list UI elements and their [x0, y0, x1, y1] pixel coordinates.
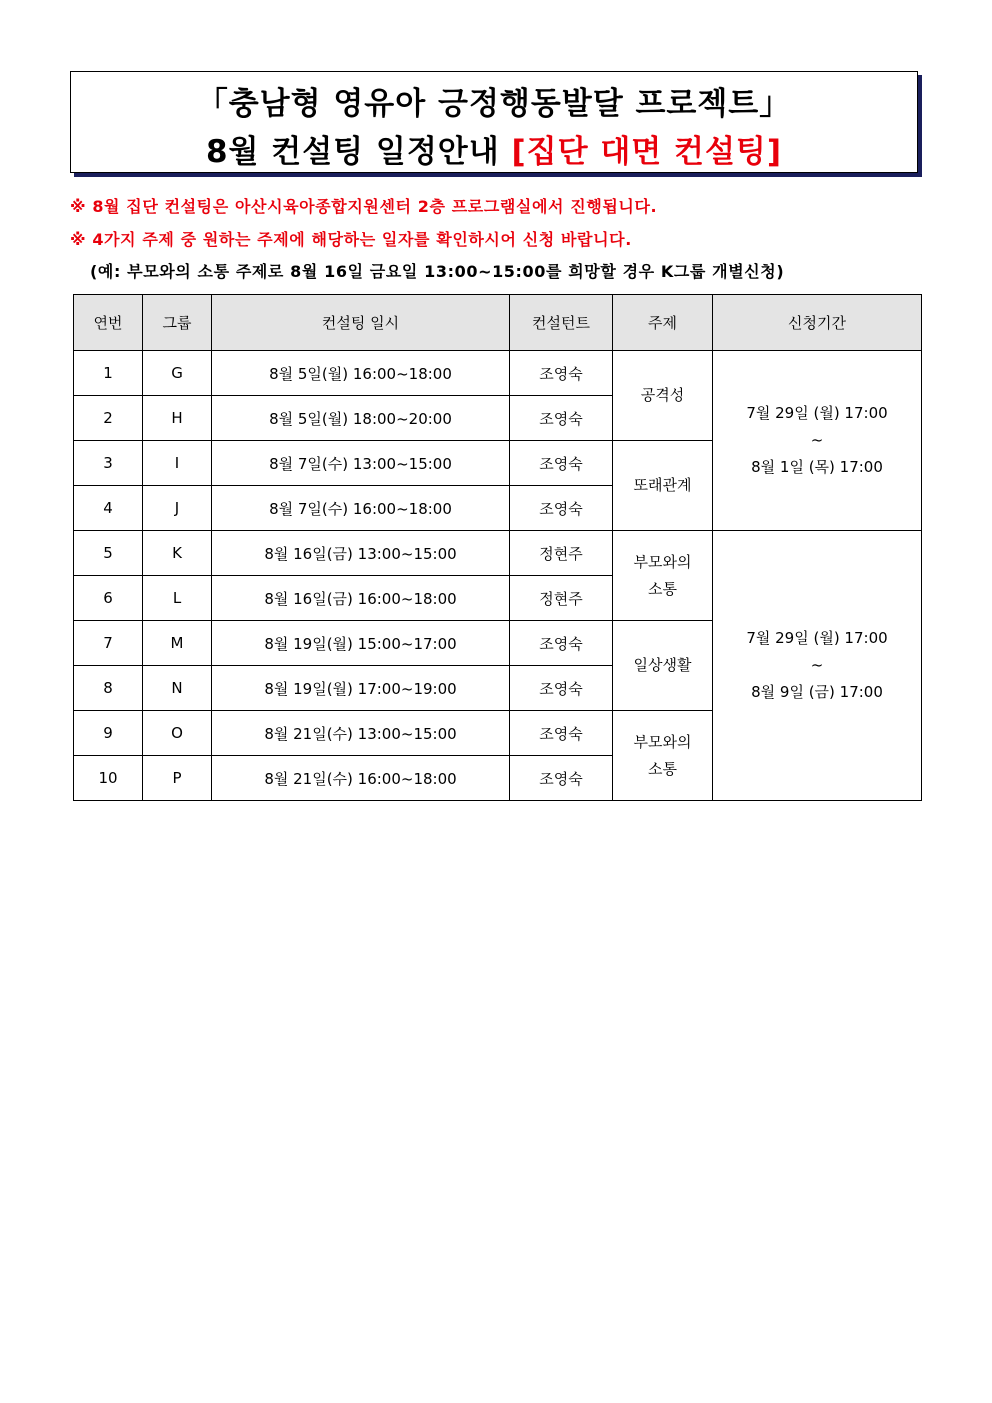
period-sep: ~ — [810, 656, 824, 674]
cell-group: O — [143, 711, 212, 756]
notice-location: ※ 8월 집단 컨설팅은 아산시육아종합지원센터 2층 프로그램실에서 진행됩니다. — [70, 197, 658, 216]
cell-no: 9 — [74, 711, 143, 756]
cell-no: 7 — [74, 621, 143, 666]
period-end: 8월 9일 (금) 17:00 — [751, 683, 883, 701]
cell-datetime: 8월 19일(월) 15:00~17:00 — [212, 621, 510, 666]
cell-datetime: 8월 21일(수) 16:00~18:00 — [212, 756, 510, 801]
cell-consultant: 정현주 — [510, 576, 613, 621]
topic-line: 부모와의 — [633, 732, 692, 751]
header-topic: 주제 — [613, 295, 713, 351]
cell-topic — [613, 531, 713, 621]
page-subtitle — [71, 126, 917, 171]
cell-topic — [613, 711, 713, 801]
header-period: 신청기간 — [713, 295, 922, 351]
period-sep: ~ — [810, 431, 824, 449]
cell-no: 6 — [74, 576, 143, 621]
cell-period — [713, 351, 922, 531]
notice-example: (예: 부모와의 소통 주제로 8월 16일 금요일 13:00~15:00를 희망할 경우 K그룹 개별신청) — [90, 262, 785, 281]
header-consultant: 컨설턴트 — [510, 295, 613, 351]
cell-group: M — [143, 621, 212, 666]
cell-no: 1 — [74, 351, 143, 396]
title-box — [70, 71, 918, 173]
cell-no: 4 — [74, 486, 143, 531]
table-row — [74, 531, 922, 576]
topic-line: 공격성 — [640, 386, 685, 404]
cell-consultant: 조영숙 — [510, 666, 613, 711]
subtitle-main: 8월 컨설팅 일정안내 — [205, 134, 512, 170]
header-no: 연번 — [74, 295, 143, 351]
period-end: 8월 1일 (목) 17:00 — [751, 458, 883, 476]
cell-consultant: 조영숙 — [510, 756, 613, 801]
cell-datetime: 8월 7일(수) 16:00~18:00 — [212, 486, 510, 531]
cell-consultant: 조영숙 — [510, 396, 613, 441]
cell-group: I — [143, 441, 212, 486]
cell-group: K — [143, 531, 212, 576]
cell-topic — [613, 621, 713, 711]
topic-line: 소통 — [648, 759, 677, 778]
topic-line: 또래관계 — [633, 476, 692, 494]
cell-no: 5 — [74, 531, 143, 576]
cell-group: N — [143, 666, 212, 711]
cell-consultant: 조영숙 — [510, 711, 613, 756]
table-header-row — [74, 295, 922, 351]
notice-topics: ※ 4가지 주제 중 원하는 주제에 해당하는 일자를 확인하시어 신청 바랍니다. — [70, 230, 632, 249]
topic-line: 부모와의 — [633, 552, 692, 571]
cell-consultant: 정현주 — [510, 531, 613, 576]
topic-line: 일상생활 — [633, 656, 692, 674]
cell-topic — [613, 441, 713, 531]
cell-group: H — [143, 396, 212, 441]
cell-group: G — [143, 351, 212, 396]
cell-datetime: 8월 7일(수) 13:00~15:00 — [212, 441, 510, 486]
cell-group: J — [143, 486, 212, 531]
cell-group: P — [143, 756, 212, 801]
cell-datetime: 8월 5일(월) 16:00~18:00 — [212, 351, 510, 396]
topic-line: 소통 — [648, 579, 677, 598]
cell-consultant: 조영숙 — [510, 621, 613, 666]
cell-consultant: 조영숙 — [510, 441, 613, 486]
period-start: 7월 29일 (월) 17:00 — [746, 629, 888, 647]
cell-consultant: 조영숙 — [510, 486, 613, 531]
cell-datetime: 8월 16일(금) 13:00~15:00 — [212, 531, 510, 576]
header-datetime: 컨설팅 일시 — [212, 295, 510, 351]
cell-no: 3 — [74, 441, 143, 486]
subtitle-accent: [집단 대면 컨설팅] — [511, 134, 783, 170]
cell-no: 10 — [74, 756, 143, 801]
cell-datetime: 8월 16일(금) 16:00~18:00 — [212, 576, 510, 621]
cell-datetime: 8월 5일(월) 18:00~20:00 — [212, 396, 510, 441]
cell-group: L — [143, 576, 212, 621]
header-group: 그룹 — [143, 295, 212, 351]
cell-datetime: 8월 19일(월) 17:00~19:00 — [212, 666, 510, 711]
cell-no: 2 — [74, 396, 143, 441]
period-start: 7월 29일 (월) 17:00 — [746, 404, 888, 422]
cell-topic — [613, 351, 713, 441]
cell-period — [713, 531, 922, 801]
table-row — [74, 351, 922, 396]
cell-consultant: 조영숙 — [510, 351, 613, 396]
cell-no: 8 — [74, 666, 143, 711]
schedule-table — [73, 294, 922, 801]
cell-datetime: 8월 21일(수) 13:00~15:00 — [212, 711, 510, 756]
page-title: 「충남형 영유아 긍정행동발달 프로젝트」 — [196, 86, 792, 122]
